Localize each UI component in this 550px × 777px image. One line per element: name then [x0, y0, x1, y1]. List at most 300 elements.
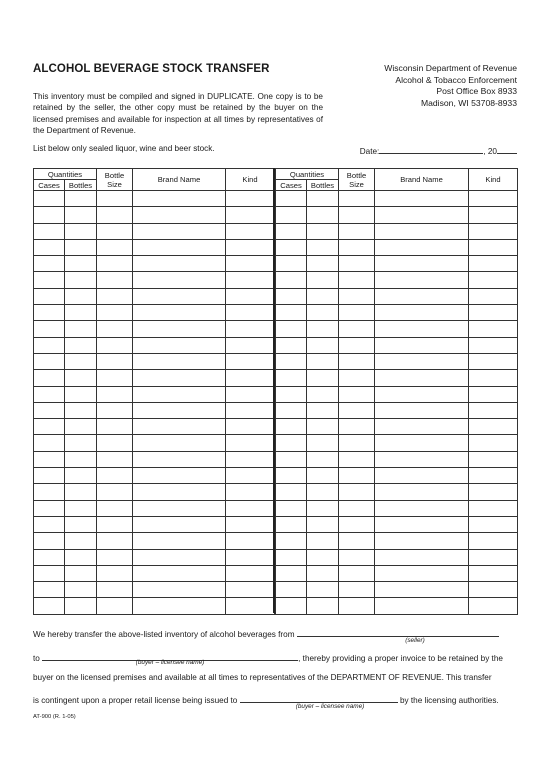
- kind-cell[interactable]: [469, 435, 518, 451]
- kind-cell[interactable]: [469, 419, 518, 435]
- bottles-cell[interactable]: [65, 582, 97, 598]
- bottles-cell[interactable]: [307, 288, 339, 304]
- kind-cell[interactable]: [226, 337, 275, 353]
- bottles-cell[interactable]: [307, 451, 339, 467]
- kind-cell[interactable]: [226, 598, 275, 614]
- bottle-size-cell[interactable]: [339, 223, 375, 239]
- bottle-size-cell[interactable]: [97, 370, 133, 386]
- brand-name-cell[interactable]: [133, 565, 226, 581]
- bottle-size-cell[interactable]: [339, 549, 375, 565]
- bottles-cell[interactable]: [65, 419, 97, 435]
- bottles-cell[interactable]: [65, 223, 97, 239]
- table-row: [276, 337, 518, 353]
- kind-cell[interactable]: [226, 288, 275, 304]
- bottle-size-cell[interactable]: [97, 386, 133, 402]
- kind-cell[interactable]: [469, 451, 518, 467]
- bottles-cell[interactable]: [65, 565, 97, 581]
- bottle-size-cell[interactable]: [97, 239, 133, 255]
- bottle-size-cell[interactable]: [97, 484, 133, 500]
- bottle-size-cell[interactable]: [97, 321, 133, 337]
- brand-name-cell[interactable]: [375, 239, 469, 255]
- kind-cell[interactable]: [226, 516, 275, 532]
- bottles-cell[interactable]: [65, 256, 97, 272]
- brand-name-cell[interactable]: [375, 288, 469, 304]
- kind-cell[interactable]: [469, 353, 518, 369]
- bottles-cell[interactable]: [307, 598, 339, 614]
- cases-cell[interactable]: [34, 468, 65, 484]
- brand-name-cell[interactable]: [133, 435, 226, 451]
- bottle-size-cell[interactable]: [339, 321, 375, 337]
- cases-cell[interactable]: [276, 598, 307, 614]
- brand-name-cell[interactable]: [133, 386, 226, 402]
- bottles-cell[interactable]: [307, 582, 339, 598]
- bottle-size-cell[interactable]: [339, 402, 375, 418]
- kind-cell[interactable]: [226, 386, 275, 402]
- kind-cell[interactable]: [469, 533, 518, 549]
- cases-cell[interactable]: [276, 549, 307, 565]
- transfer-text: We hereby transfer the above-listed inventory of alcohol beverages from: [33, 630, 295, 639]
- cases-cell[interactable]: [34, 516, 65, 532]
- kind-cell[interactable]: [226, 223, 275, 239]
- bottle-size-cell[interactable]: [339, 582, 375, 598]
- bottle-size-cell[interactable]: [97, 549, 133, 565]
- kind-cell[interactable]: [469, 321, 518, 337]
- table-row: [34, 516, 275, 532]
- cases-cell[interactable]: [34, 435, 65, 451]
- brand-name-cell[interactable]: [133, 533, 226, 549]
- bottles-cell[interactable]: [65, 533, 97, 549]
- bottle-size-cell[interactable]: [97, 419, 133, 435]
- brand-name-cell[interactable]: [133, 582, 226, 598]
- bottle-size-cell[interactable]: [97, 582, 133, 598]
- bottle-size-cell[interactable]: [97, 435, 133, 451]
- cases-cell[interactable]: [34, 386, 65, 402]
- bottles-cell[interactable]: [307, 272, 339, 288]
- table-row: [34, 451, 275, 467]
- brand-name-cell[interactable]: [375, 370, 469, 386]
- brand-name-cell[interactable]: [375, 516, 469, 532]
- bottles-cell[interactable]: [307, 533, 339, 549]
- cases-cell[interactable]: [34, 582, 65, 598]
- kind-cell[interactable]: [226, 565, 275, 581]
- bottles-cell[interactable]: [65, 402, 97, 418]
- bottles-cell[interactable]: [65, 484, 97, 500]
- kind-cell[interactable]: [469, 582, 518, 598]
- bottle-size-cell[interactable]: [97, 305, 133, 321]
- bottles-cell[interactable]: [307, 256, 339, 272]
- brand-name-cell[interactable]: [375, 484, 469, 500]
- bottle-size-cell[interactable]: [97, 598, 133, 614]
- cases-cell[interactable]: [34, 288, 65, 304]
- table-row: [34, 468, 275, 484]
- cases-cell[interactable]: [276, 256, 307, 272]
- kind-cell[interactable]: [469, 565, 518, 581]
- instructions-paragraph: This inventory must be compiled and signed in DUPLICATE. One copy is to be retained by the seller, the other copy must be retained by the buyer on the licensed premises and available for inspection at all times by representatives of the Department of Revenue.: [33, 92, 323, 135]
- kind-cell[interactable]: [226, 500, 275, 516]
- cases-cell[interactable]: [276, 288, 307, 304]
- kind-cell[interactable]: [469, 239, 518, 255]
- kind-cell[interactable]: [469, 500, 518, 516]
- bottle-size-cell[interactable]: [97, 353, 133, 369]
- kind-cell[interactable]: [469, 402, 518, 418]
- cases-cell[interactable]: [276, 370, 307, 386]
- table-row: [276, 435, 518, 451]
- brand-name-cell[interactable]: [133, 516, 226, 532]
- table-row: [276, 191, 518, 207]
- kind-cell[interactable]: [226, 435, 275, 451]
- quantities-header: Quantities: [34, 169, 97, 180]
- bottles-cell[interactable]: [307, 402, 339, 418]
- cases-cell[interactable]: [34, 305, 65, 321]
- agency-city: Madison, WI 53708-8933: [420, 97, 517, 108]
- brand-name-cell[interactable]: [375, 402, 469, 418]
- bottle-size-cell[interactable]: [97, 191, 133, 207]
- kind-cell[interactable]: [226, 256, 275, 272]
- table-row: [276, 500, 518, 516]
- kind-cell[interactable]: [469, 549, 518, 565]
- brand-name-cell[interactable]: [375, 386, 469, 402]
- brand-name-cell[interactable]: [133, 223, 226, 239]
- brand-name-cell[interactable]: [133, 419, 226, 435]
- table-row: [34, 435, 275, 451]
- bottle-size-cell[interactable]: [339, 386, 375, 402]
- cases-cell[interactable]: [276, 484, 307, 500]
- date-year-field[interactable]: [497, 144, 517, 154]
- brand-name-cell[interactable]: [375, 565, 469, 581]
- bottles-cell[interactable]: [65, 435, 97, 451]
- bottle-size-cell[interactable]: [97, 256, 133, 272]
- kind-cell[interactable]: [226, 191, 275, 207]
- brand-name-cell[interactable]: [375, 549, 469, 565]
- bottles-cell[interactable]: [65, 598, 97, 614]
- brand-name-cell[interactable]: [375, 256, 469, 272]
- bottles-cell[interactable]: [65, 386, 97, 402]
- bottle-size-cell[interactable]: [339, 451, 375, 467]
- brand-name-cell[interactable]: [133, 288, 226, 304]
- cases-cell[interactable]: [34, 370, 65, 386]
- bottle-size-cell[interactable]: [339, 468, 375, 484]
- cases-cell[interactable]: [34, 191, 65, 207]
- bottle-size-cell[interactable]: [97, 468, 133, 484]
- table-row: [276, 305, 518, 321]
- brand-name-cell[interactable]: [133, 337, 226, 353]
- brand-name-cell[interactable]: [133, 500, 226, 516]
- bottles-cell[interactable]: [65, 516, 97, 532]
- kind-cell[interactable]: [226, 321, 275, 337]
- cases-cell[interactable]: [34, 565, 65, 581]
- bottles-cell[interactable]: [307, 239, 339, 255]
- table-row: [34, 370, 275, 386]
- cases-cell[interactable]: [276, 533, 307, 549]
- agency-name: Wisconsin Department of Revenue: [384, 63, 517, 73]
- kind-cell[interactable]: [469, 207, 518, 223]
- table-row: [34, 272, 275, 288]
- bottles-cell[interactable]: [307, 370, 339, 386]
- bottle-size-cell[interactable]: [97, 288, 133, 304]
- bottles-cell[interactable]: [307, 419, 339, 435]
- bottles-cell[interactable]: [65, 549, 97, 565]
- kind-cell[interactable]: [226, 419, 275, 435]
- kind-cell[interactable]: [226, 549, 275, 565]
- brand-name-cell[interactable]: [375, 305, 469, 321]
- bottles-cell[interactable]: [307, 223, 339, 239]
- kind-cell[interactable]: [226, 239, 275, 255]
- bottle-size-cell[interactable]: [339, 500, 375, 516]
- brand-name-cell[interactable]: [133, 207, 226, 223]
- kind-cell[interactable]: [226, 207, 275, 223]
- bottles-cell[interactable]: [65, 468, 97, 484]
- kind-cell[interactable]: [469, 598, 518, 614]
- bottle-size-cell[interactable]: [339, 533, 375, 549]
- cases-cell[interactable]: [34, 549, 65, 565]
- brand-name-cell[interactable]: [375, 598, 469, 614]
- bottles-cell[interactable]: [65, 337, 97, 353]
- brand-name-cell[interactable]: [375, 337, 469, 353]
- bottle-size-cell[interactable]: [339, 484, 375, 500]
- kind-cell[interactable]: [226, 305, 275, 321]
- bottles-cell[interactable]: [65, 191, 97, 207]
- cases-cell[interactable]: [34, 451, 65, 467]
- brand-name-cell[interactable]: [133, 272, 226, 288]
- kind-cell[interactable]: [469, 468, 518, 484]
- bottle-size-cell[interactable]: [339, 370, 375, 386]
- brand-name-cell[interactable]: [133, 353, 226, 369]
- cases-cell[interactable]: [276, 435, 307, 451]
- cases-cell[interactable]: [276, 272, 307, 288]
- brand-name-cell[interactable]: [133, 321, 226, 337]
- bottle-size-cell[interactable]: [339, 207, 375, 223]
- brand-name-cell[interactable]: [375, 207, 469, 223]
- table-row: [276, 370, 518, 386]
- brand-name-cell[interactable]: [133, 256, 226, 272]
- bottle-size-cell[interactable]: [97, 451, 133, 467]
- cases-cell[interactable]: [34, 207, 65, 223]
- brand-name-cell[interactable]: [133, 484, 226, 500]
- table-row: [34, 191, 275, 207]
- form-title: ALCOHOL BEVERAGE STOCK TRANSFER: [33, 63, 270, 75]
- table-row: [276, 239, 518, 255]
- cases-cell[interactable]: [276, 239, 307, 255]
- cases-cell[interactable]: [34, 419, 65, 435]
- kind-cell[interactable]: [226, 468, 275, 484]
- bottles-cell[interactable]: [307, 549, 339, 565]
- cases-cell[interactable]: [34, 353, 65, 369]
- cases-cell[interactable]: [276, 321, 307, 337]
- table-row: [34, 288, 275, 304]
- brand-name-cell[interactable]: [133, 305, 226, 321]
- bottle-size-cell[interactable]: [97, 223, 133, 239]
- bottles-cell[interactable]: [307, 191, 339, 207]
- cases-cell[interactable]: [276, 386, 307, 402]
- table-row: [34, 239, 275, 255]
- brand-name-cell[interactable]: [133, 598, 226, 614]
- bottle-size-cell[interactable]: [97, 207, 133, 223]
- to-label: to: [33, 654, 40, 663]
- bottle-size-cell[interactable]: [97, 565, 133, 581]
- brand-name-cell[interactable]: [375, 435, 469, 451]
- cases-cell[interactable]: [276, 582, 307, 598]
- bottles-cell[interactable]: [65, 288, 97, 304]
- kind-cell[interactable]: [226, 533, 275, 549]
- table-row: [276, 549, 518, 565]
- bottle-size-cell[interactable]: [97, 272, 133, 288]
- date-year-prefix: , 20: [483, 147, 497, 156]
- bottle-size-cell[interactable]: [339, 516, 375, 532]
- cases-cell[interactable]: [276, 500, 307, 516]
- brand-name-cell[interactable]: [375, 533, 469, 549]
- bottles-cell[interactable]: [307, 207, 339, 223]
- cases-cell[interactable]: [34, 402, 65, 418]
- kind-cell[interactable]: [469, 305, 518, 321]
- cases-cell[interactable]: [276, 353, 307, 369]
- bottle-size-cell[interactable]: [97, 516, 133, 532]
- brand-name-cell[interactable]: [375, 353, 469, 369]
- bottle-size-cell[interactable]: [97, 402, 133, 418]
- kind-cell[interactable]: [226, 484, 275, 500]
- brand-name-cell[interactable]: [375, 272, 469, 288]
- brand-name-cell[interactable]: [375, 419, 469, 435]
- bottles-cell[interactable]: [307, 337, 339, 353]
- cases-cell[interactable]: [276, 402, 307, 418]
- bottle-size-cell[interactable]: [339, 239, 375, 255]
- bottle-size-cell[interactable]: [339, 565, 375, 581]
- kind-cell[interactable]: [469, 516, 518, 532]
- bottles-cell[interactable]: [307, 321, 339, 337]
- bottles-cell[interactable]: [65, 321, 97, 337]
- bottle-size-cell[interactable]: [339, 191, 375, 207]
- cases-cell[interactable]: [276, 516, 307, 532]
- inventory-table-left: [33, 168, 275, 615]
- brand-name-cell[interactable]: [133, 468, 226, 484]
- bottles-cell[interactable]: [307, 305, 339, 321]
- cases-cell[interactable]: [34, 337, 65, 353]
- brand-name-cell[interactable]: [133, 451, 226, 467]
- cases-cell[interactable]: [34, 223, 65, 239]
- brand-name-cell[interactable]: [375, 223, 469, 239]
- kind-cell[interactable]: [469, 386, 518, 402]
- kind-cell[interactable]: [469, 191, 518, 207]
- seller-caption: (seller): [405, 637, 425, 644]
- bottles-cell[interactable]: [65, 500, 97, 516]
- cases-cell[interactable]: [34, 272, 65, 288]
- bottles-cell[interactable]: [307, 353, 339, 369]
- contingent-text: is contingent upon a proper retail license being issued to: [33, 696, 238, 705]
- cases-cell[interactable]: [276, 207, 307, 223]
- bottles-cell[interactable]: [307, 468, 339, 484]
- brand-name-cell[interactable]: [375, 191, 469, 207]
- brand-name-cell[interactable]: [133, 402, 226, 418]
- kind-cell[interactable]: [226, 402, 275, 418]
- kind-cell[interactable]: [469, 223, 518, 239]
- bottle-size-cell[interactable]: [339, 419, 375, 435]
- cases-cell[interactable]: [34, 484, 65, 500]
- cases-cell[interactable]: [34, 256, 65, 272]
- bottles-cell[interactable]: [65, 207, 97, 223]
- bottles-cell[interactable]: [307, 386, 339, 402]
- kind-header: Kind: [226, 169, 275, 191]
- table-row: [34, 484, 275, 500]
- kind-cell[interactable]: [469, 370, 518, 386]
- table-row: [34, 256, 275, 272]
- bottle-size-cell[interactable]: [97, 533, 133, 549]
- bottles-cell[interactable]: [65, 451, 97, 467]
- cases-cell[interactable]: [34, 598, 65, 614]
- kind-cell[interactable]: [226, 353, 275, 369]
- agency-division: Alcohol & Tobacco Enforcement: [395, 74, 517, 85]
- brand-name-cell[interactable]: [375, 582, 469, 598]
- kind-cell[interactable]: [226, 370, 275, 386]
- kind-cell[interactable]: [469, 484, 518, 500]
- licensee-field[interactable]: [240, 693, 398, 703]
- brand-name-cell[interactable]: [375, 321, 469, 337]
- brand-name-cell[interactable]: [375, 468, 469, 484]
- bottles-cell[interactable]: [65, 370, 97, 386]
- bottle-size-cell[interactable]: [339, 288, 375, 304]
- bottle-size-cell[interactable]: [339, 256, 375, 272]
- cases-cell[interactable]: [276, 468, 307, 484]
- bottles-cell[interactable]: [307, 435, 339, 451]
- bottle-size-cell[interactable]: [339, 337, 375, 353]
- transfer-statement-line1: [33, 627, 517, 639]
- brand-name-cell[interactable]: [133, 370, 226, 386]
- kind-cell[interactable]: [469, 288, 518, 304]
- kind-cell[interactable]: [226, 272, 275, 288]
- cases-cell[interactable]: [34, 500, 65, 516]
- cases-cell[interactable]: [276, 565, 307, 581]
- seller-field[interactable]: [297, 627, 499, 637]
- transfer-statement-line3: buyer on the licensed premises and available at all times to representatives of the DEPARTMENT OF REVENUE. This transfer: [33, 673, 492, 682]
- bottles-cell[interactable]: [65, 239, 97, 255]
- table-row: [276, 516, 518, 532]
- bottles-cell[interactable]: [307, 500, 339, 516]
- bottle-size-cell[interactable]: [97, 500, 133, 516]
- bottle-size-cell[interactable]: [339, 305, 375, 321]
- brand-name-cell[interactable]: [375, 500, 469, 516]
- kind-cell[interactable]: [226, 582, 275, 598]
- cases-cell[interactable]: [276, 191, 307, 207]
- cases-cell[interactable]: [34, 533, 65, 549]
- bottle-size-cell[interactable]: [339, 435, 375, 451]
- bottles-cell[interactable]: [307, 565, 339, 581]
- cases-cell[interactable]: [276, 451, 307, 467]
- brand-name-cell[interactable]: [133, 239, 226, 255]
- kind-cell[interactable]: [469, 337, 518, 353]
- bottle-size-cell[interactable]: [339, 598, 375, 614]
- cases-cell[interactable]: [276, 223, 307, 239]
- kind-cell[interactable]: [469, 272, 518, 288]
- brand-name-cell[interactable]: [133, 549, 226, 565]
- bottles-cell[interactable]: [65, 353, 97, 369]
- cases-cell[interactable]: [34, 321, 65, 337]
- bottles-cell[interactable]: [65, 272, 97, 288]
- bottle-size-cell[interactable]: [339, 272, 375, 288]
- date-field[interactable]: [379, 144, 483, 154]
- bottles-cell[interactable]: [307, 516, 339, 532]
- table-row: [34, 500, 275, 516]
- cases-cell[interactable]: [276, 337, 307, 353]
- brand-name-cell[interactable]: [133, 191, 226, 207]
- cases-cell[interactable]: [34, 239, 65, 255]
- kind-cell[interactable]: [469, 256, 518, 272]
- kind-cell[interactable]: [226, 451, 275, 467]
- brand-name-cell[interactable]: [375, 451, 469, 467]
- cases-cell[interactable]: [276, 305, 307, 321]
- bottle-size-cell[interactable]: [97, 337, 133, 353]
- bottles-cell[interactable]: [307, 484, 339, 500]
- cases-cell[interactable]: [276, 419, 307, 435]
- bottle-size-cell[interactable]: [339, 353, 375, 369]
- bottles-cell[interactable]: [65, 305, 97, 321]
